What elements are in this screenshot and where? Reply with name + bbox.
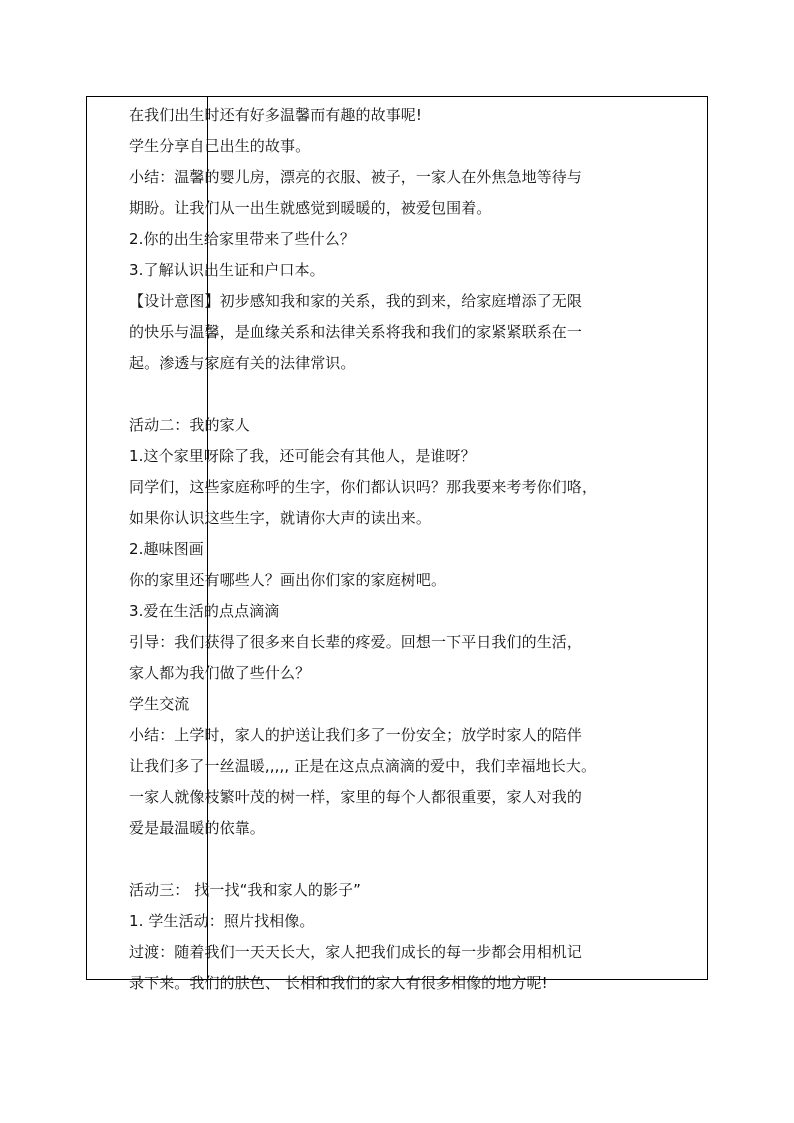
lesson-content bbox=[129, 100, 699, 999]
text-line: 2.你的出生给家里带来了些什么？ bbox=[129, 230, 355, 248]
design-intent-line: 的快乐与温馨，是血缘关系和法律关系将我和我们的家紧紧联系在一 bbox=[129, 323, 583, 341]
text-line: 2.趣味图画 bbox=[129, 540, 204, 558]
text-line: 小结：上学时，家人的护送让我们多了一份安全；放学时家人的陪伴 bbox=[129, 726, 583, 744]
text-line: 家人都为我们做了些什么？ bbox=[129, 664, 311, 682]
text-line: 一家人就像枝繁叶茂的树一样，家里的每个人都很重要，家人对我的 bbox=[129, 788, 583, 806]
text-line: 过渡：随着我们一天天长大，家人把我们成长的每一步都会用相机记 bbox=[129, 943, 583, 961]
text-line: 爱是最温暖的依靠。 bbox=[129, 819, 265, 837]
text-line: 让我们多了一丝温暖,,,,, 正是在这点点滴滴的爱中，我们幸福地长大。 bbox=[129, 757, 597, 775]
text-line: 同学们，这些家庭称呼的生字，你们都认识吗？那我要来考考你们咯， bbox=[129, 478, 598, 496]
design-intent-line: 【设计意图】初步感知我和家的关系，我的到来，给家庭增添了无限 bbox=[129, 292, 583, 310]
text-line: 在我们出生时还有好多温馨而有趣的故事呢! bbox=[129, 106, 423, 124]
text-line: 如果你认识这些生字，就请你大声的读出来。 bbox=[129, 509, 432, 527]
design-intent-line: 起。渗透与家庭有关的法律常识。 bbox=[129, 354, 356, 372]
text-line: 小结：温馨的婴儿房，漂亮的衣服、被子，一家人在外焦急地等待与 bbox=[129, 168, 583, 186]
text-line: 3.了解认识出生证和户口本。 bbox=[129, 261, 325, 279]
activity-heading: 活动二：我的家人 bbox=[129, 416, 250, 434]
text-line: 1. 学生活动：照片找相像。 bbox=[129, 912, 315, 930]
text-line: 期盼。让我们从一出生就感觉到暖暖的，被爱包围着。 bbox=[129, 199, 492, 217]
text-line: 3.爱在生活的点点滴滴 bbox=[129, 602, 280, 620]
text-line: 录下来。我们的肤色、 长相和我们的家人有很多相像的地方呢! bbox=[129, 974, 548, 992]
activity-heading: 活动三： 找一找“我和家人的影子” bbox=[129, 881, 362, 899]
blank-line bbox=[129, 379, 699, 410]
text-line: 学生交流 bbox=[129, 695, 190, 713]
text-line: 1.这个家里呀除了我，还可能会有其他人，是谁呀？ bbox=[129, 447, 476, 465]
text-line: 引导：我们获得了很多来自长辈的疼爱。回想一下平日我们的生活， bbox=[129, 633, 583, 651]
blank-line bbox=[129, 844, 699, 875]
text-line: 你的家里还有哪些人？画出你们家的家庭树吧。 bbox=[129, 571, 447, 589]
text-line: 学生分享自己出生的故事。 bbox=[129, 137, 311, 155]
